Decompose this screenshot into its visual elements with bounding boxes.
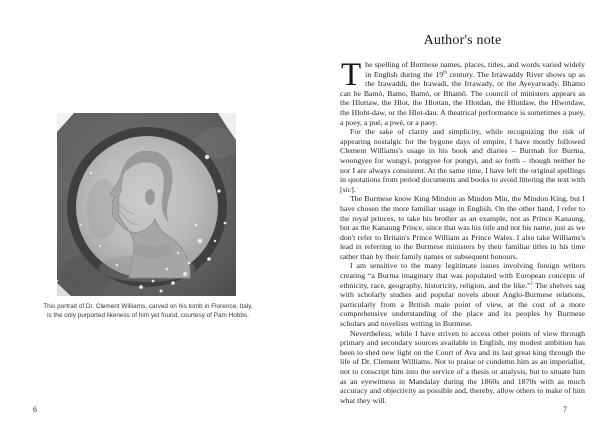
superscript-marker: 1 bbox=[530, 281, 534, 287]
page-number-right: 7 bbox=[563, 405, 567, 414]
page-title: Author's note bbox=[423, 33, 502, 48]
note-paragraph-1: The spelling of Burmese names, places, titles, and words varied widely in English during the 19th century. The Irrawaddy River shows up as the Irawaddi, the Irawadi, the Irrawady, or the Ayeyarwady. Bhamo can be Bamò, Bamo, Bamó, or Bhamô. The council of ministers appears as the Hluttaw, the Hlot, the Hlottan, the Hlotdan, the Hlutdaw, the Hlwotdaw, the Hloht-daw, or the Hlot-dau. A theatrical performance is sometimes a puey, a poey, a pué, a pwé, or a paoy. bbox=[340, 57, 586, 127]
italic-text: sic bbox=[342, 184, 352, 194]
note-paragraph-2: For the sake of clarity and simplicity, while recognizing the risk of appearing nostalgic for the bygone days of empire, I have mostly followed Clement Williams's usage in his book and diaries – Burmah for Burma, woongyee for wungyi, pongyee for pongyi, and so forth – though neither he nor I are always consistent. At the same time, I have left the original spellings in quotations from period documents and books to avoid littering the text with [sic]. bbox=[340, 127, 585, 194]
page-number-left: 6 bbox=[33, 405, 37, 414]
note-paragraph-5: Nevertheless, while I have striven to access other points of view through primary and secondary sources available in English, my modest ambition has been to shed new light on the Court of Ava and its last great king through the life of Dr. Clement Williams. Not to praise or condemn him as an imperialist, not to conscript him into the service of a thesis or analysis, but to situate him as an eyewitness in Mandalay during the 1860s and 1870s with as much accuracy and objectivity as possible and, thereby, allow others to make of him what they will. bbox=[340, 328, 585, 405]
superscript-marker: th bbox=[443, 70, 447, 75]
note-paragraph-4: I am sensitive to the many legitimate issues involving foreign writers creating “a Burma imaginary that was populated with European concepts of ethnicity, race, geography, historicity, religion, and the like.”$^1$ The shelves sag with scholarly studies and popular novels about Anglo-Burmese relations, particularly from a British male point of view, at the cost of a more comprehensive understanding of the place and its peoples by Burmese scholars and novelists writing in Burmese. bbox=[340, 261, 585, 329]
note-body bbox=[340, 57, 586, 405]
caption-line-2: is the only purported likeness of him yet found, courtesy of Pam Hobbs. bbox=[47, 312, 249, 319]
portrait-medallion-graphic bbox=[57, 113, 236, 296]
ear bbox=[145, 189, 155, 205]
right-page bbox=[300, 0, 600, 444]
caption-line-1: This portrait of Dr. Clement Williams, carved on his tomb in Florence, Italy, bbox=[43, 303, 253, 310]
dropcap: T bbox=[341, 57, 362, 93]
tomb-portrait-photo bbox=[57, 113, 236, 296]
photo-caption bbox=[28, 302, 268, 320]
note-paragraph-3: The Burmese know King Mindon as Mindon Min, the Mindon King, but I have chosen the more familiar usage in English. On the other hand, I refer to the royal princes, to take his brother as an example, not as Prince Kanaung, but as the Kanaung Prince, since that was his title and not his name, just as we don't refer to Britain's Prince William as Prince Wales. I also take Williams's lead in referring to the Burmese ministers by their familiar titles in his time rather than by their family names or subsequent honours. bbox=[340, 194, 585, 261]
